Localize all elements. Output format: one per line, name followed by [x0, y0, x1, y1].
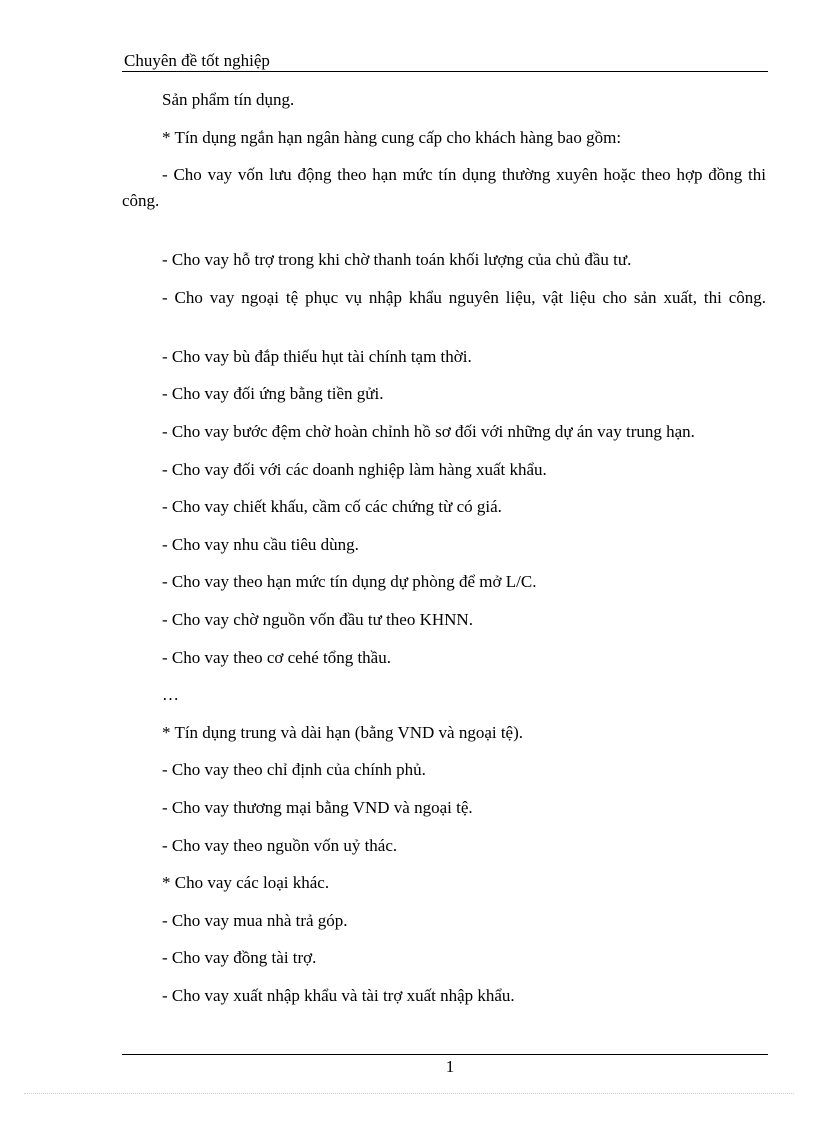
paragraph: - Cho vay xuất nhập khẩu và tài trợ xuất nhập khẩu. — [162, 985, 515, 1005]
paragraph: - Cho vay đồng tài trợ. — [162, 948, 317, 968]
paragraph: - Cho vay bước đệm chờ hoàn chỉnh hồ sơ đối với những dự án vay trung hạn. — [162, 421, 695, 441]
paragraph: - Cho vay thương mại bằng VND và ngoại tệ. — [162, 797, 473, 817]
header-divider — [122, 71, 768, 72]
paragraph: - Cho vay chờ nguồn vốn đầu tư theo KHNN. — [162, 609, 473, 629]
paragraph: … — [162, 685, 179, 705]
paragraph: - Cho vay vốn lưu động theo hạn mức tín dụng thường xuyên hoặc theo hợp đồng thi công. — [122, 165, 766, 211]
paragraph: - Cho vay theo chỉ định của chính phủ. — [162, 760, 426, 780]
page-bottom-dotted-border — [24, 1093, 794, 1094]
paragraph: - Cho vay theo hạn mức tín dụng dự phòng để mở L/C. — [162, 572, 537, 592]
paragraph: - Cho vay nhu cầu tiêu dùng. — [162, 534, 359, 554]
paragraph: - Cho vay chiết khấu, cầm cố các chứng từ có giá. — [162, 497, 502, 517]
paragraph: - Cho vay theo nguồn vốn uỷ thác. — [162, 835, 398, 855]
paragraph: Sản phẩm tín dụng. — [162, 90, 295, 109]
document-body — [122, 87, 766, 1020]
paragraph: - Cho vay ngoại tệ phục vụ nhập khẩu nguyên liệu, vật liệu cho sản xuất, thi công. — [162, 287, 766, 307]
document-header-title: Chuyên đề tốt nghiệp — [124, 51, 270, 70]
paragraph: * Tín dụng trung và dài hạn (bằng VND và ngoại tệ). — [162, 722, 524, 742]
paragraph: - Cho vay hỗ trợ trong khi chờ thanh toán khối lượng của chủ đầu tư. — [162, 250, 632, 270]
footer-divider — [122, 1054, 768, 1055]
page-number: 1 — [445, 1057, 455, 1076]
paragraph: - Cho vay mua nhà trả góp. — [162, 910, 348, 930]
paragraph: * Tín dụng ngắn hạn ngân hàng cung cấp cho khách hàng bao gồm: — [162, 127, 622, 147]
paragraph: - Cho vay bù đắp thiếu hụt tài chính tạm thời. — [162, 346, 472, 366]
paragraph: - Cho vay đối ứng bằng tiền gửi. — [162, 384, 384, 404]
paragraph: - Cho vay đối với các doanh nghiệp làm hàng xuất khẩu. — [162, 459, 547, 479]
paragraph: - Cho vay theo cơ cehé tổng thầu. — [162, 647, 391, 667]
paragraph: * Cho vay các loại khác. — [162, 873, 330, 893]
